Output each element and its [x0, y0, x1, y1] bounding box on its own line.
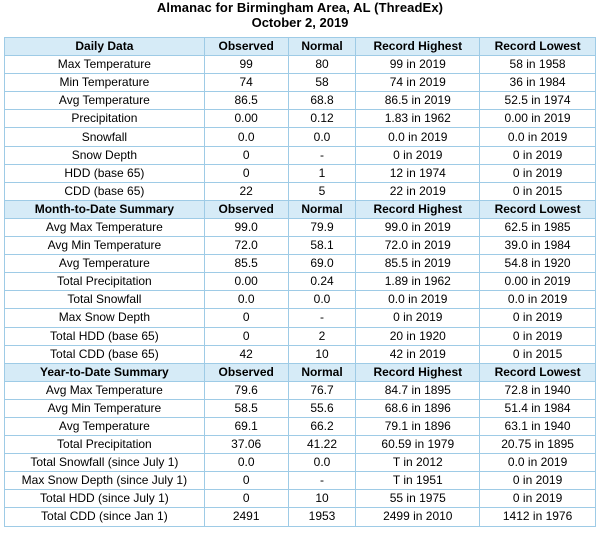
table-cell: 0.12 — [288, 110, 356, 128]
table-cell: 0 in 2015 — [480, 182, 596, 200]
table-cell: 0.0 in 2019 — [480, 128, 596, 146]
table-cell: 63.1 in 1940 — [480, 417, 596, 435]
table-row — [5, 128, 596, 146]
row-label: Total Precipitation — [5, 273, 205, 291]
table-cell: 66.2 — [288, 417, 356, 435]
table-cell: 69.0 — [288, 255, 356, 273]
table-cell: 2 — [288, 327, 356, 345]
row-label: Total Snowfall (since July 1) — [5, 454, 205, 472]
table-row — [5, 182, 596, 200]
table-cell: 52.5 in 1974 — [480, 92, 596, 110]
column-header: Record Highest — [356, 38, 480, 56]
table-row — [5, 508, 596, 526]
table-cell: 1.83 in 1962 — [356, 110, 480, 128]
table-cell: 0.00 in 2019 — [480, 273, 596, 291]
table-cell: 5 — [288, 182, 356, 200]
row-label: Snowfall — [5, 128, 205, 146]
table-row — [5, 345, 596, 363]
row-label: Max Temperature — [5, 56, 205, 74]
table-cell: 84.7 in 1895 — [356, 381, 480, 399]
table-cell: - — [288, 472, 356, 490]
table-cell: 0.0 in 2019 — [480, 454, 596, 472]
table-cell: 86.5 — [204, 92, 288, 110]
section-header-row — [5, 363, 596, 381]
table-cell: 74 — [204, 74, 288, 92]
table-row — [5, 218, 596, 236]
table-cell: 10 — [288, 345, 356, 363]
almanac-header — [0, 0, 600, 30]
table-cell: 0 in 2019 — [480, 490, 596, 508]
row-label: Avg Temperature — [5, 255, 205, 273]
table-cell: - — [288, 309, 356, 327]
table-cell: 10 — [288, 490, 356, 508]
table-row — [5, 291, 596, 309]
table-row — [5, 146, 596, 164]
table-cell: 79.1 in 1896 — [356, 417, 480, 435]
row-label: Total CDD (since Jan 1) — [5, 508, 205, 526]
table-row — [5, 436, 596, 454]
table-cell: 0.00 — [204, 110, 288, 128]
table-cell: 2499 in 2010 — [356, 508, 480, 526]
table-cell: 99.0 — [204, 218, 288, 236]
table-cell: 51.4 in 1984 — [480, 399, 596, 417]
row-label: CDD (base 65) — [5, 182, 205, 200]
table-cell: 0.0 in 2019 — [356, 291, 480, 309]
row-label: Snow Depth — [5, 146, 205, 164]
table-cell: - — [288, 146, 356, 164]
column-header: Normal — [288, 200, 356, 218]
table-cell: 0.0 in 2019 — [480, 291, 596, 309]
table-cell: 36 in 1984 — [480, 74, 596, 92]
table-cell: 72.0 — [204, 237, 288, 255]
table-cell: 0.0 — [204, 454, 288, 472]
table-row — [5, 417, 596, 435]
table-cell: 76.7 — [288, 381, 356, 399]
table-row — [5, 255, 596, 273]
row-label: Precipitation — [5, 110, 205, 128]
table-cell: 12 in 1974 — [356, 164, 480, 182]
table-cell: 0 — [204, 164, 288, 182]
table-cell: 54.8 in 1920 — [480, 255, 596, 273]
table-cell: T in 2012 — [356, 454, 480, 472]
table-cell: 0 — [204, 490, 288, 508]
table-cell: 72.0 in 2019 — [356, 237, 480, 255]
table-cell: 41.22 — [288, 436, 356, 454]
almanac-table — [4, 37, 596, 527]
table-row — [5, 237, 596, 255]
table-row — [5, 309, 596, 327]
row-label: Total Snowfall — [5, 291, 205, 309]
table-cell: 62.5 in 1985 — [480, 218, 596, 236]
column-header: Record Highest — [356, 363, 480, 381]
table-cell: 85.5 — [204, 255, 288, 273]
table-cell: 0 in 2015 — [480, 345, 596, 363]
row-label: Max Snow Depth (since July 1) — [5, 472, 205, 490]
table-cell: 0.00 — [204, 273, 288, 291]
column-header: Observed — [204, 38, 288, 56]
table-cell: 0 in 2019 — [480, 472, 596, 490]
table-cell: 1953 — [288, 508, 356, 526]
table-cell: 22 in 2019 — [356, 182, 480, 200]
table-cell: 58.5 — [204, 399, 288, 417]
column-header: Normal — [288, 363, 356, 381]
table-row — [5, 56, 596, 74]
table-cell: 20 in 1920 — [356, 327, 480, 345]
table-row — [5, 74, 596, 92]
table-cell: 85.5 in 2019 — [356, 255, 480, 273]
table-row — [5, 472, 596, 490]
table-cell: 55 in 1975 — [356, 490, 480, 508]
table-cell: 0.0 — [288, 291, 356, 309]
table-cell: 0.00 in 2019 — [480, 110, 596, 128]
table-row — [5, 490, 596, 508]
almanac-table-body — [5, 38, 596, 527]
table-cell: 0.0 — [204, 128, 288, 146]
table-cell: 22 — [204, 182, 288, 200]
table-cell: 99.0 in 2019 — [356, 218, 480, 236]
table-cell: 0 — [204, 472, 288, 490]
row-label: Avg Min Temperature — [5, 237, 205, 255]
row-label: Avg Temperature — [5, 417, 205, 435]
table-cell: 1.89 in 1962 — [356, 273, 480, 291]
column-header: Record Lowest — [480, 38, 596, 56]
table-cell: 20.75 in 1895 — [480, 436, 596, 454]
column-header: Normal — [288, 38, 356, 56]
table-cell: 68.6 in 1896 — [356, 399, 480, 417]
table-cell: 68.8 — [288, 92, 356, 110]
column-header: Observed — [204, 200, 288, 218]
table-cell: 42 in 2019 — [356, 345, 480, 363]
table-cell: 2491 — [204, 508, 288, 526]
table-cell: 69.1 — [204, 417, 288, 435]
section-heading: Daily Data — [5, 38, 205, 56]
table-cell: 74 in 2019 — [356, 74, 480, 92]
section-header-row — [5, 38, 596, 56]
table-cell: 86.5 in 2019 — [356, 92, 480, 110]
row-label: HDD (base 65) — [5, 164, 205, 182]
column-header: Record Highest — [356, 200, 480, 218]
table-row — [5, 327, 596, 345]
row-label: Avg Max Temperature — [5, 218, 205, 236]
table-cell: 60.59 in 1979 — [356, 436, 480, 454]
row-label: Total Precipitation — [5, 436, 205, 454]
table-cell: 58 — [288, 74, 356, 92]
table-cell: T in 1951 — [356, 472, 480, 490]
row-label: Min Temperature — [5, 74, 205, 92]
section-header-row — [5, 200, 596, 218]
table-cell: 37.06 — [204, 436, 288, 454]
table-cell: 80 — [288, 56, 356, 74]
table-cell: 79.9 — [288, 218, 356, 236]
row-label: Max Snow Depth — [5, 309, 205, 327]
table-cell: 0.0 — [288, 128, 356, 146]
table-cell: 0 in 2019 — [356, 146, 480, 164]
table-row — [5, 399, 596, 417]
section-heading: Month-to-Date Summary — [5, 200, 205, 218]
table-row — [5, 110, 596, 128]
table-row — [5, 454, 596, 472]
row-label: Avg Max Temperature — [5, 381, 205, 399]
table-cell: 99 in 2019 — [356, 56, 480, 74]
table-cell: 72.8 in 1940 — [480, 381, 596, 399]
row-label: Avg Temperature — [5, 92, 205, 110]
column-header: Record Lowest — [480, 200, 596, 218]
table-row — [5, 164, 596, 182]
table-row — [5, 92, 596, 110]
table-cell: 0.0 in 2019 — [356, 128, 480, 146]
table-cell: 58.1 — [288, 237, 356, 255]
table-cell: 1 — [288, 164, 356, 182]
table-cell: 0 — [204, 309, 288, 327]
table-cell: 58 in 1958 — [480, 56, 596, 74]
table-row — [5, 381, 596, 399]
column-header: Record Lowest — [480, 363, 596, 381]
table-cell: 42 — [204, 345, 288, 363]
table-cell: 0 — [204, 146, 288, 164]
table-cell: 0.0 — [288, 454, 356, 472]
table-cell: 39.0 in 1984 — [480, 237, 596, 255]
section-heading: Year-to-Date Summary — [5, 363, 205, 381]
column-header: Observed — [204, 363, 288, 381]
table-cell: 0.24 — [288, 273, 356, 291]
page-date: October 2, 2019 — [251, 15, 349, 30]
page-title: Almanac for Birmingham Area, AL (ThreadEx) — [156, 0, 444, 15]
table-cell: 0 in 2019 — [356, 309, 480, 327]
row-label: Total HDD (since July 1) — [5, 490, 205, 508]
row-label: Avg Min Temperature — [5, 399, 205, 417]
table-row — [5, 273, 596, 291]
row-label: Total HDD (base 65) — [5, 327, 205, 345]
table-cell: 0 in 2019 — [480, 327, 596, 345]
table-cell: 79.6 — [204, 381, 288, 399]
table-cell: 99 — [204, 56, 288, 74]
table-cell: 55.6 — [288, 399, 356, 417]
table-cell: 0 in 2019 — [480, 309, 596, 327]
table-cell: 0.0 — [204, 291, 288, 309]
table-cell: 0 — [204, 327, 288, 345]
table-cell: 0 in 2019 — [480, 146, 596, 164]
table-cell: 0 in 2019 — [480, 164, 596, 182]
table-cell: 1412 in 1976 — [480, 508, 596, 526]
row-label: Total CDD (base 65) — [5, 345, 205, 363]
